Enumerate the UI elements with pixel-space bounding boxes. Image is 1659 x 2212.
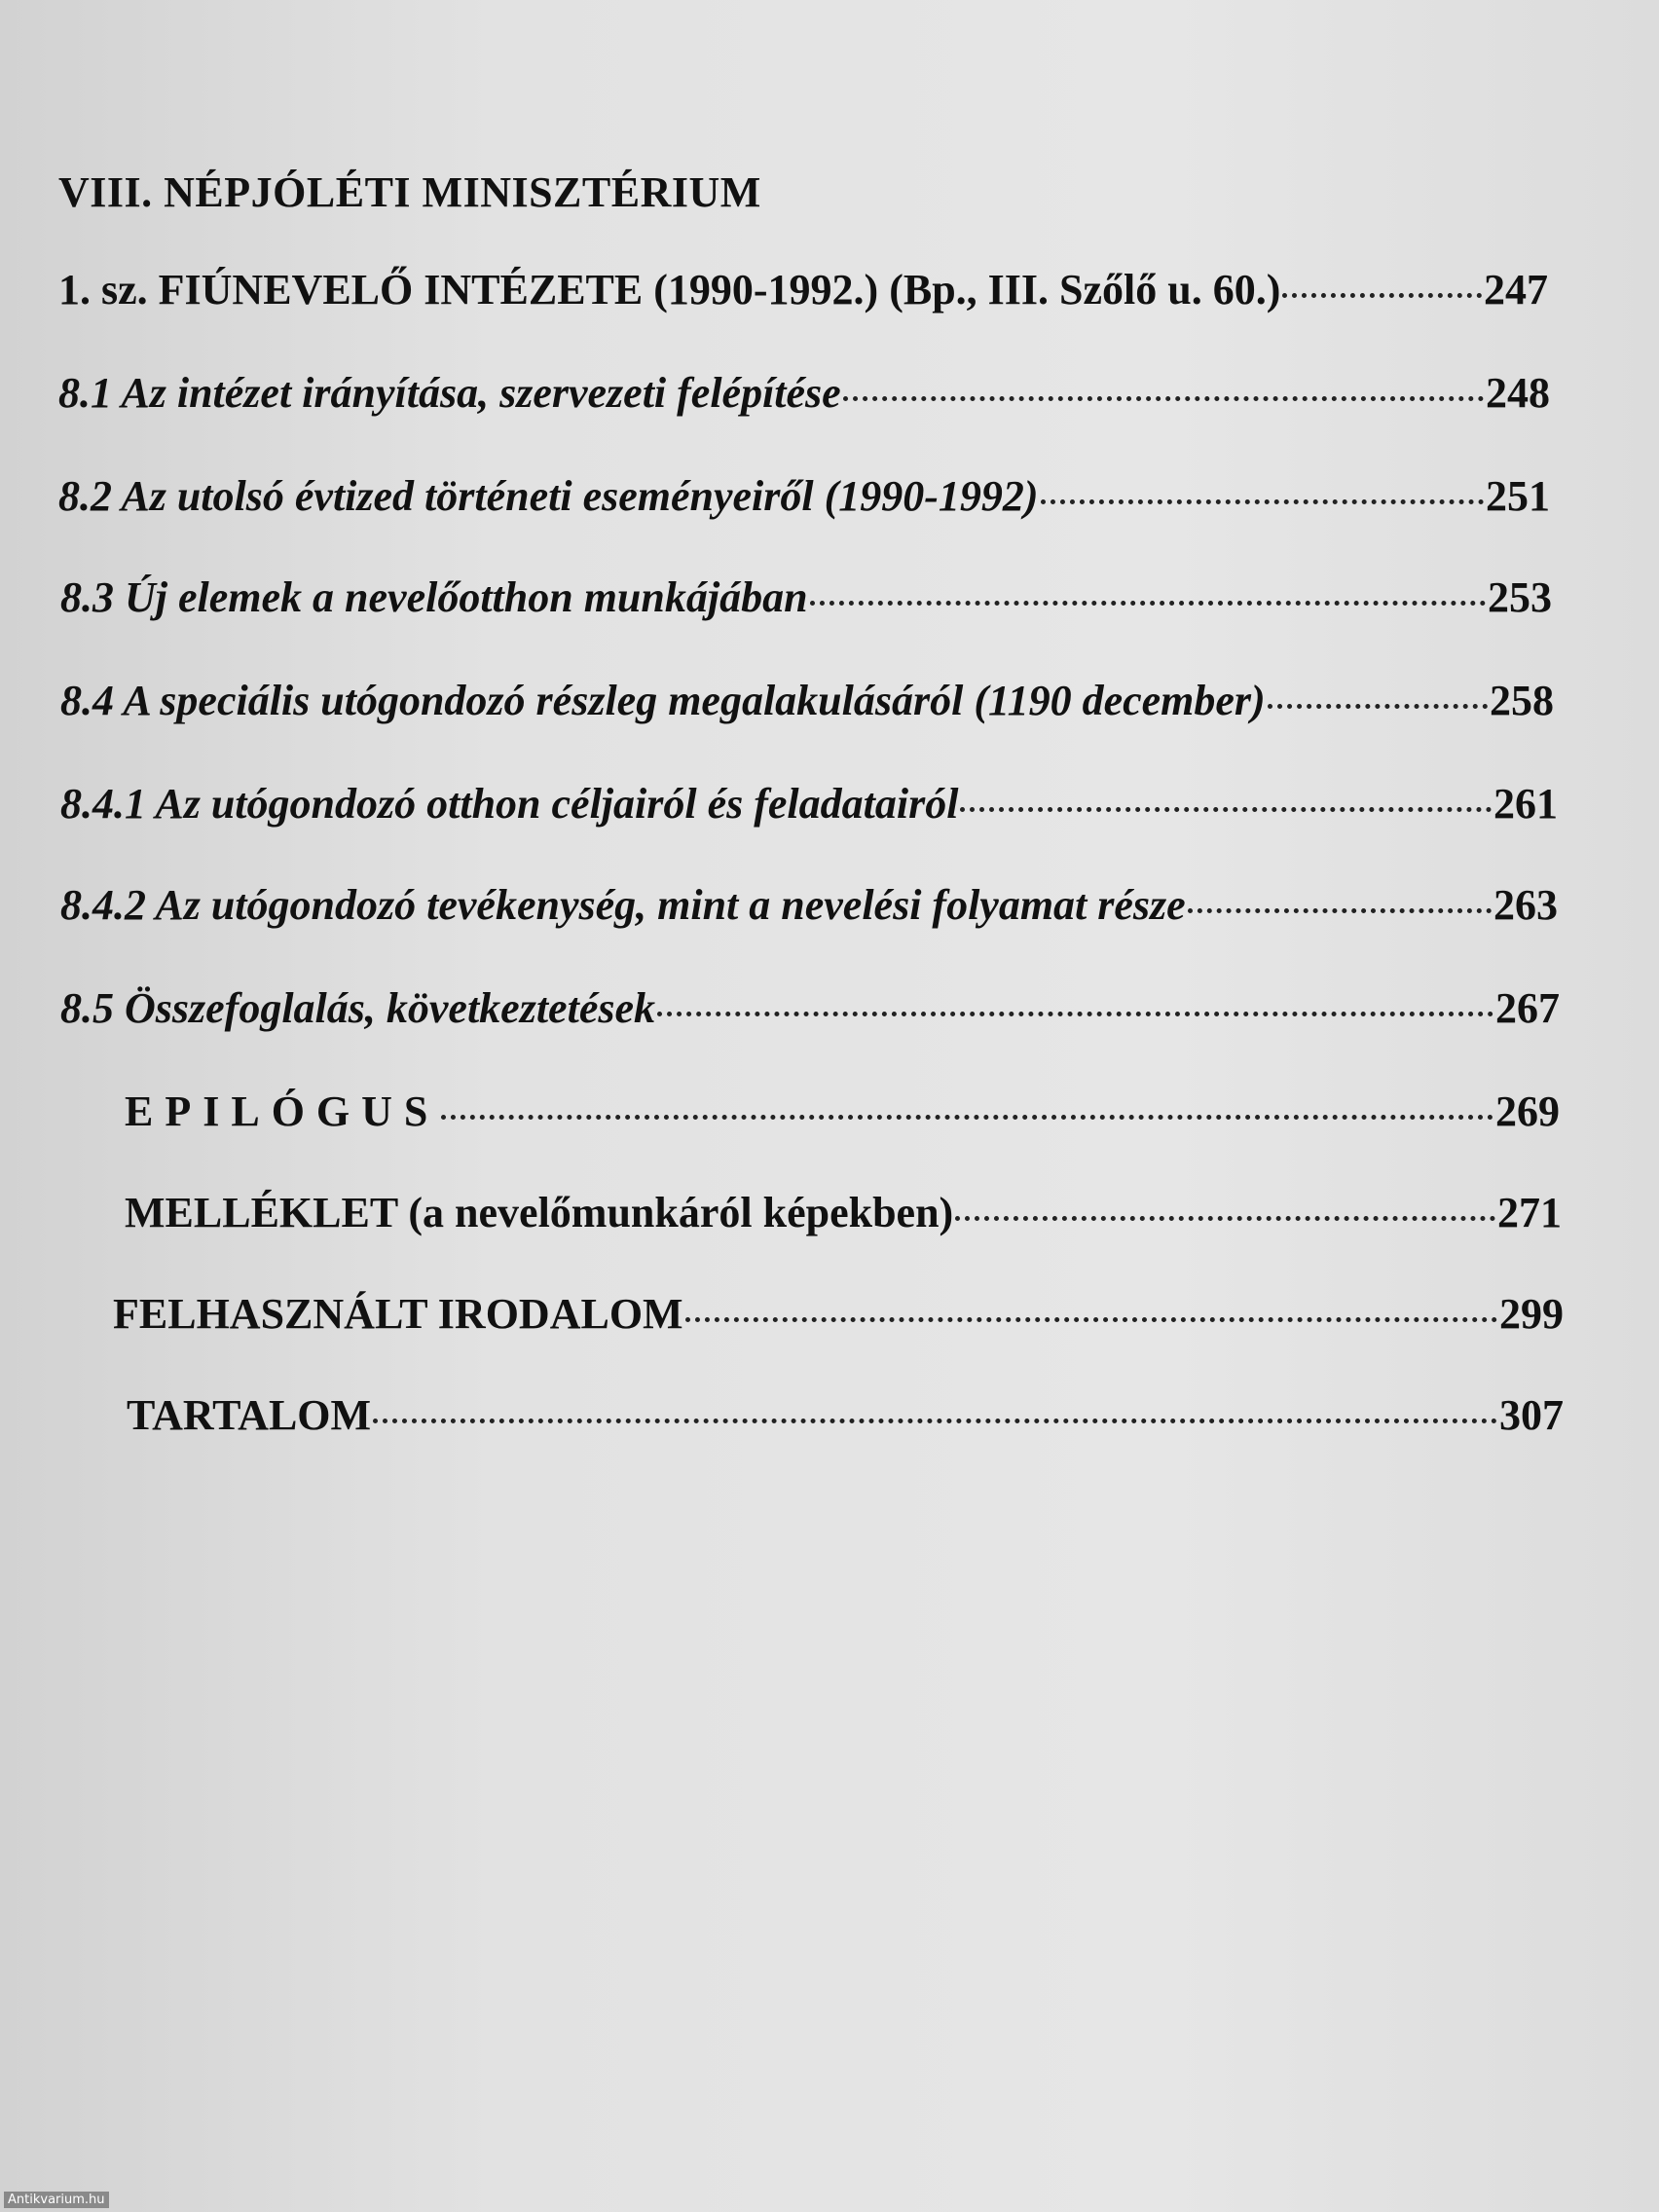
toc-entry-bibliography [113, 1289, 1564, 1347]
toc-entry-title: EPILÓGUS [125, 1088, 440, 1135]
toc-entry-title: FELHASZNÁLT IRODALOM [113, 1290, 683, 1338]
dot-leader [1268, 704, 1488, 709]
toc-entry-8-2 [58, 471, 1550, 530]
toc-entry-page: 271 [1497, 1189, 1562, 1236]
toc-entry-8-4-1 [60, 779, 1558, 837]
toc-entry-page: 299 [1499, 1290, 1564, 1338]
toc-entry-title: 8.4.2 Az utógondozó tevékenység, mint a nevelési folyamat része [60, 881, 1186, 929]
toc-entry-8-4-2 [60, 880, 1558, 939]
dot-leader [657, 1012, 1493, 1016]
toc-entry-page: 267 [1495, 984, 1560, 1032]
toc-entry-page: 258 [1490, 677, 1554, 724]
toc-entry-title: 8.3 Új elemek a nevelőotthon munkájában [60, 573, 808, 621]
dot-leader [843, 396, 1484, 401]
toc-entry-page: 248 [1486, 369, 1550, 417]
watermark: Antikvarium.hu [4, 2192, 109, 2208]
dot-leader [685, 1317, 1497, 1322]
toc-entry-page: 261 [1493, 780, 1558, 828]
dot-leader [1041, 499, 1484, 504]
toc-entry-title: 8.2 Az utolsó évtized történeti eseményeiről (1990-1992) [58, 472, 1039, 520]
toc-entry-page: 307 [1499, 1391, 1564, 1439]
toc-entry-title: 8.5 Összefoglalás, következtetések [60, 984, 655, 1032]
toc-entry-page: 251 [1486, 472, 1550, 520]
toc-entry-page: 247 [1484, 266, 1548, 313]
toc-entry-epilogue [125, 1087, 1560, 1145]
toc-entry-appendix [125, 1188, 1562, 1246]
toc-entry-title: 8.4.1 Az utógondozó otthon céljairól és feladatairól [60, 780, 959, 828]
toc-entry-page: 263 [1493, 881, 1558, 929]
chapter-heading: VIII. NÉPJÓLÉTI MINISZTÉRIUM [58, 168, 761, 216]
toc-entry-title: 1. sz. FIÚNEVELŐ INTÉZETE (1990-1992.) (Bp., III. Szőlő u. 60.) [58, 266, 1281, 313]
toc-entry-title: TARTALOM [127, 1391, 372, 1439]
dot-leader [441, 1115, 1493, 1120]
toc-entry-title: MELLÉKLET (a nevelőmunkáról képekben) [125, 1189, 954, 1236]
toc-entry-title: 8.1 Az intézet irányítása, szervezeti felépítése [58, 369, 841, 417]
toc-entry-8-1 [58, 368, 1550, 426]
dot-leader [1188, 908, 1492, 913]
toc-entry-8-3 [60, 572, 1552, 631]
toc-entry-page: 269 [1495, 1088, 1560, 1135]
toc-entry-title: 8.4 A speciális utógondozó részleg megalakulásáról (1190 december) [60, 677, 1266, 724]
dot-leader [960, 807, 1492, 812]
dot-leader [1282, 293, 1482, 298]
toc-entry-8-5 [60, 983, 1560, 1042]
dot-leader [373, 1419, 1497, 1423]
toc-entry-page: 253 [1488, 573, 1552, 621]
toc-entry-institute [58, 265, 1548, 323]
dot-leader [810, 601, 1486, 606]
dot-leader [955, 1216, 1495, 1221]
toc-entry-contents [127, 1390, 1564, 1449]
toc-entry-8-4 [60, 676, 1554, 734]
